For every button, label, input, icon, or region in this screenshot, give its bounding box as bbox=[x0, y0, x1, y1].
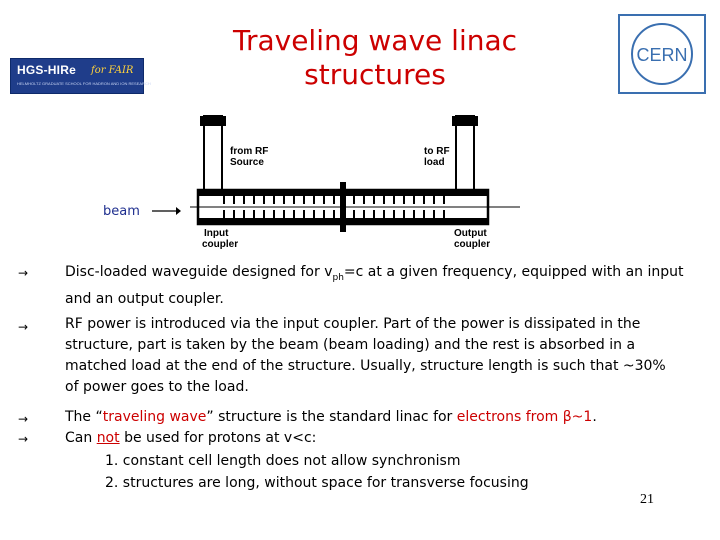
page-number: 21 bbox=[640, 492, 654, 507]
sub-item-2: 2. structures are long, without space for transverse focusing bbox=[105, 475, 529, 491]
beam-label: beam bbox=[103, 204, 140, 219]
bullet-1-text bbox=[65, 262, 710, 310]
waveguide-diagram bbox=[190, 112, 520, 252]
bullet-3-text bbox=[65, 407, 710, 428]
bullet-3-highlight-traveling-wave: traveling wave bbox=[102, 409, 207, 425]
output-coupler-label-2: coupler bbox=[454, 239, 491, 250]
bullet-4-not: not bbox=[96, 430, 120, 446]
hgs-hire-logo-text: HGS-HIRe bbox=[17, 63, 76, 77]
to-rf-label: to RF bbox=[424, 146, 450, 157]
bullet-4-post: be used for protons at v<c: bbox=[119, 430, 317, 446]
cern-logo bbox=[618, 14, 706, 94]
bullet-3-pre: The “ bbox=[65, 409, 103, 425]
sub-item-1: 1. constant cell length does not allow synchronism bbox=[105, 453, 461, 469]
bullet-4-text bbox=[65, 428, 710, 449]
from-rf-label-2: Source bbox=[230, 157, 264, 168]
bullet-1-post: =c at a given frequency, equipped with an input and an output coupler. bbox=[65, 264, 684, 307]
input-coupler-label: Input bbox=[204, 228, 229, 239]
bullet-3-mid: ” structure is the standard linac for bbox=[206, 409, 457, 425]
bullet-arrow-icon: → bbox=[18, 432, 29, 446]
to-rf-label-2: load bbox=[424, 157, 445, 168]
title-line-1: Traveling wave linac bbox=[232, 24, 518, 57]
bullet-arrow-icon: → bbox=[18, 266, 29, 280]
bullet-1-pre: Disc-loaded waveguide designed for v bbox=[65, 264, 333, 280]
bullet-arrow-icon: → bbox=[18, 412, 29, 426]
beam-arrow-icon bbox=[150, 204, 182, 218]
hgs-hire-logo-subtitle: HELMHOLTZ GRADUATE SCHOOL FOR HADRON AND ION RESEARCH bbox=[17, 81, 151, 86]
input-coupler-label-2: coupler bbox=[202, 239, 239, 250]
bullet-arrow-icon: → bbox=[18, 320, 29, 334]
from-rf-label: from RF bbox=[230, 146, 269, 157]
bullet-4-pre: Can bbox=[65, 430, 97, 446]
output-coupler-label: Output bbox=[454, 228, 487, 239]
hgs-hire-logo bbox=[10, 58, 151, 94]
bullet-1-subscript: ph bbox=[332, 272, 344, 283]
cern-logo-text: CERN bbox=[636, 45, 688, 65]
bullet-3-post: . bbox=[592, 409, 597, 425]
hgs-hire-logo-fair: for FAIR bbox=[91, 65, 134, 76]
slide-title bbox=[200, 24, 550, 92]
bullet-2-text: RF power is introduced via the input coupler. Part of the power is dissipated in the structure, part is taken by the beam (beam loading) and the rest is absorbed in a matched load at the end of the structure. Usually, structure length is such that ~30% of power goes to the load. bbox=[65, 316, 666, 395]
title-line-2: structures bbox=[304, 58, 446, 91]
bullet-3-highlight-electrons: electrons from β~1 bbox=[456, 409, 593, 425]
